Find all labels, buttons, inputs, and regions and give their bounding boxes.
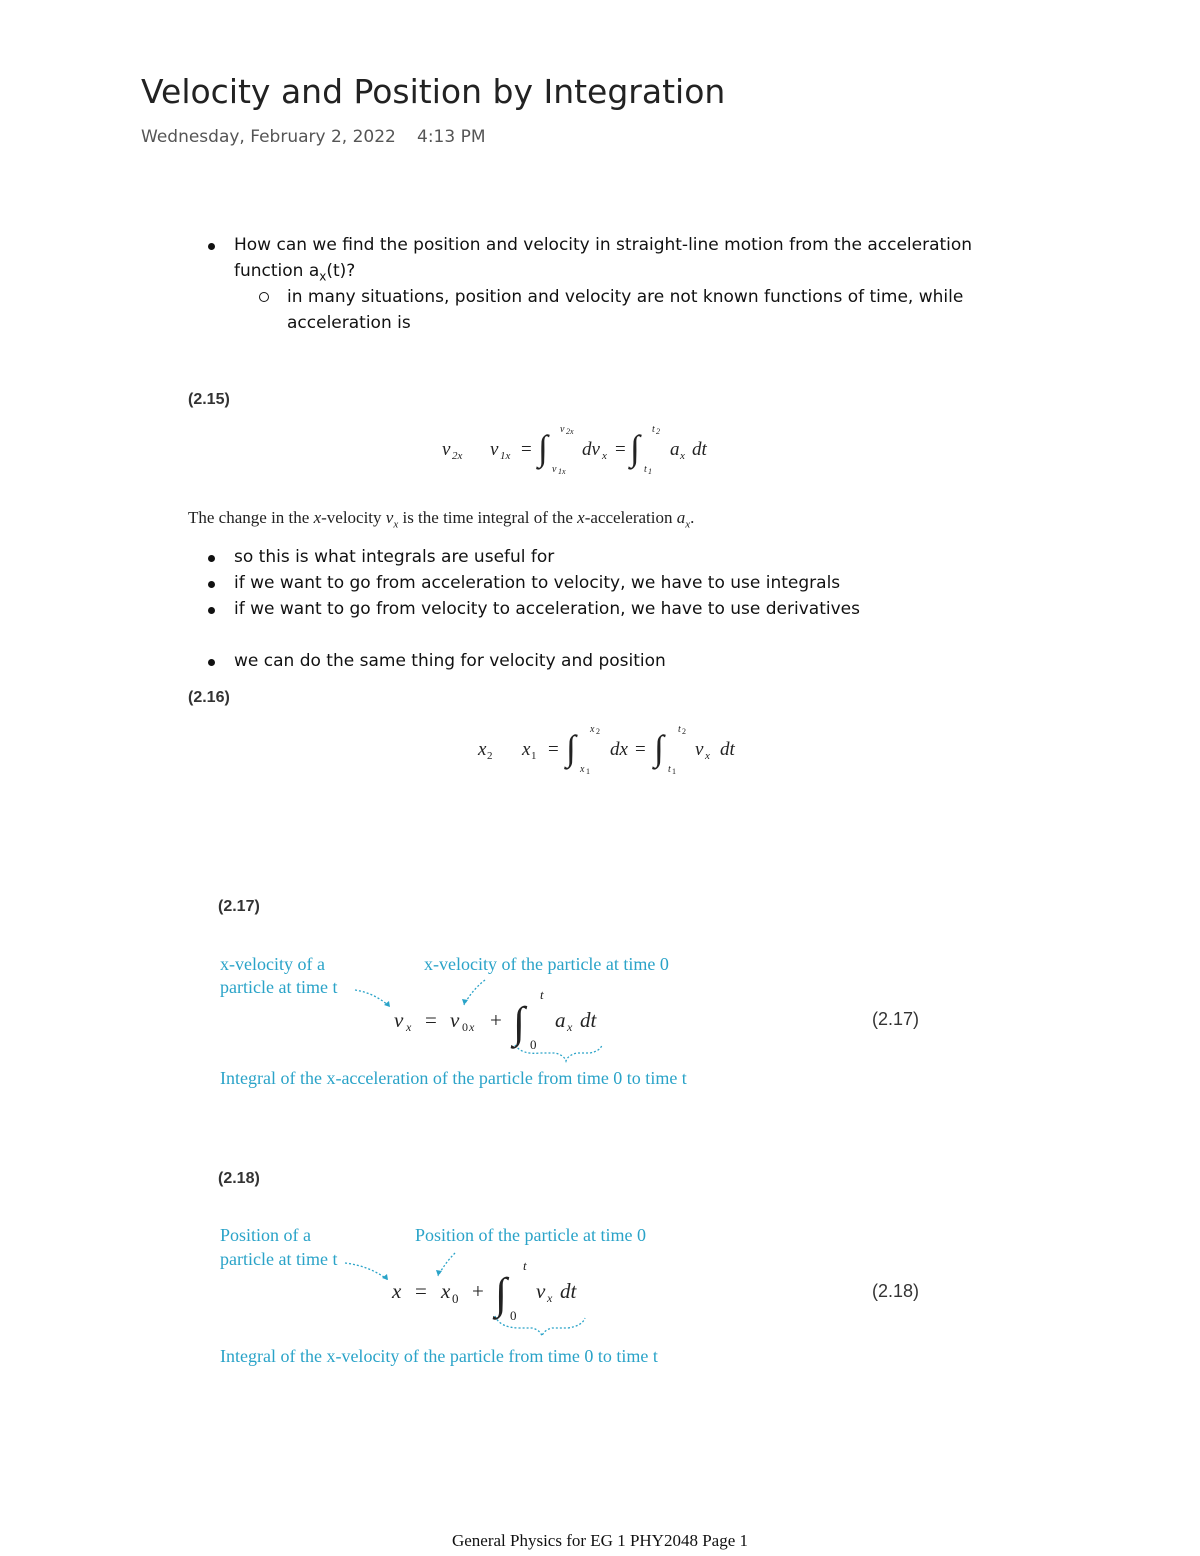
bullet-dot-icon bbox=[208, 659, 215, 666]
eq-2-16-label: (2.16) bbox=[188, 689, 230, 706]
svg-text:t: t bbox=[644, 464, 647, 475]
svg-text:x: x bbox=[567, 1020, 573, 1034]
svg-text:dx: dx bbox=[610, 739, 628, 760]
svg-text:x: x bbox=[469, 1020, 475, 1034]
svg-text:+: + bbox=[490, 1008, 502, 1032]
eq-2-17-number: (2.17) bbox=[872, 1009, 920, 1029]
svg-text:1: 1 bbox=[586, 767, 590, 776]
svg-text:1: 1 bbox=[648, 467, 652, 476]
svg-text:dt: dt bbox=[692, 439, 707, 460]
svg-text:dt: dt bbox=[560, 1279, 577, 1303]
svg-text:+: + bbox=[472, 1279, 484, 1303]
svg-text:0: 0 bbox=[510, 1308, 517, 1323]
eq-2-17-ann-left-2: particle at time t bbox=[220, 977, 338, 997]
svg-text:2: 2 bbox=[656, 427, 660, 436]
bullet-item: if we want to go from velocity to acceleration, we have to use derivatives bbox=[234, 599, 860, 619]
svg-text:=: = bbox=[425, 1008, 437, 1032]
intro-question-line1: How can we find the position and velocity in straight-line motion from the acceleration bbox=[234, 235, 973, 255]
intro-sub-line1: in many situations, position and velocity are not known functions of time, while bbox=[287, 287, 964, 307]
eq-2-17-ann-top: x-velocity of the particle at time 0 bbox=[424, 954, 669, 974]
bullet-item: we can do the same thing for velocity and position bbox=[234, 651, 666, 671]
svg-text:0: 0 bbox=[462, 1020, 468, 1034]
svg-text:∫: ∫ bbox=[630, 428, 640, 468]
svg-text:x: x bbox=[590, 724, 595, 735]
svg-text:∫: ∫ bbox=[538, 428, 548, 468]
svg-text:=: = bbox=[615, 439, 626, 460]
svg-text:x: x bbox=[392, 1279, 402, 1303]
page-title: Velocity and Position by Integration bbox=[141, 72, 726, 111]
svg-text:2: 2 bbox=[487, 750, 493, 762]
svg-text:t: t bbox=[652, 424, 655, 435]
bullet-dot-icon bbox=[208, 581, 215, 588]
svg-text:v: v bbox=[536, 1279, 546, 1303]
svg-text:x: x bbox=[441, 1279, 451, 1303]
eq-2-15-label: (2.15) bbox=[188, 391, 230, 408]
svg-text:t: t bbox=[540, 987, 544, 1002]
bullet-circle-icon bbox=[259, 292, 269, 302]
svg-text:x: x bbox=[580, 764, 585, 775]
bullet-item: so this is what integrals are useful for bbox=[234, 547, 555, 567]
equation-2-16 bbox=[470, 718, 770, 780]
svg-text:t: t bbox=[678, 724, 681, 735]
svg-text:dt: dt bbox=[580, 1008, 597, 1032]
eq-2-17-ann-left-1: x-velocity of a bbox=[220, 954, 325, 974]
svg-text:v: v bbox=[490, 439, 499, 460]
svg-text:∫: ∫ bbox=[566, 728, 576, 768]
svg-text:=: = bbox=[521, 439, 532, 460]
page-footer: General Physics for EG 1 PHY2048 Page 1 bbox=[451, 1531, 749, 1550]
svg-text:v: v bbox=[695, 739, 704, 760]
svg-text:∫: ∫ bbox=[513, 998, 526, 1047]
page-time: 4:13 PM bbox=[417, 127, 486, 147]
svg-text:2: 2 bbox=[682, 727, 686, 736]
svg-text:t: t bbox=[523, 1258, 527, 1273]
svg-text:v: v bbox=[394, 1008, 404, 1032]
svg-text:x: x bbox=[406, 1020, 412, 1034]
svg-text:v: v bbox=[450, 1008, 460, 1032]
svg-text:1x: 1x bbox=[500, 450, 511, 462]
svg-text:1x: 1x bbox=[558, 467, 566, 476]
equation-2-15 bbox=[430, 418, 730, 480]
page-date: Wednesday, February 2, 2022 bbox=[141, 127, 396, 147]
bullet-item: if we want to go from acceleration to velocity, we have to use integrals bbox=[234, 573, 841, 593]
svg-text:∫: ∫ bbox=[654, 728, 664, 768]
bullet-dot-icon bbox=[208, 243, 215, 250]
svg-text:2x: 2x bbox=[566, 427, 574, 436]
svg-text:0: 0 bbox=[452, 1291, 459, 1306]
bullet-dot-icon bbox=[208, 555, 215, 562]
svg-text:0: 0 bbox=[530, 1037, 537, 1052]
eq-2-17-label: (2.17) bbox=[218, 898, 260, 915]
eq-2-18-ann-bottom: Integral of the x-velocity of the particle from time 0 to time t bbox=[220, 1346, 658, 1366]
svg-text:x: x bbox=[522, 739, 531, 760]
svg-text:1: 1 bbox=[531, 750, 537, 762]
svg-text:x: x bbox=[478, 739, 487, 760]
svg-text:t: t bbox=[668, 764, 671, 775]
svg-text:dv: dv bbox=[582, 439, 600, 460]
svg-text:x: x bbox=[680, 450, 685, 462]
eq-2-18-label: (2.18) bbox=[218, 1170, 260, 1187]
svg-text:2: 2 bbox=[596, 727, 600, 736]
intro-sub-line2: acceleration is bbox=[287, 313, 411, 333]
svg-text:2x: 2x bbox=[452, 450, 463, 462]
eq-2-18-ann-top: Position of the particle at time 0 bbox=[415, 1225, 646, 1245]
svg-text:x: x bbox=[602, 450, 607, 462]
eq-2-18-ann-left-2: particle at time t bbox=[220, 1249, 338, 1269]
eq-2-15-caption: The change in the x-velocity $v_x$ is the time integral of the x-acceleration $a_x$. bbox=[188, 508, 695, 531]
svg-text:v: v bbox=[442, 439, 451, 460]
svg-text:=: = bbox=[548, 739, 559, 760]
svg-text:=: = bbox=[635, 739, 646, 760]
svg-text:a: a bbox=[555, 1008, 566, 1032]
svg-text:v: v bbox=[552, 464, 557, 475]
eq-2-18-number: (2.18) bbox=[872, 1281, 920, 1301]
svg-text:1: 1 bbox=[672, 767, 676, 776]
svg-text:x: x bbox=[705, 750, 710, 762]
svg-text:∫: ∫ bbox=[495, 1269, 508, 1318]
eq-2-18-ann-left-1: Position of a bbox=[220, 1225, 312, 1245]
svg-text:x: x bbox=[547, 1291, 553, 1305]
svg-text:a: a bbox=[670, 439, 680, 460]
equation-2-18 bbox=[340, 1248, 600, 1344]
eq-2-17-ann-bottom: Integral of the x-acceleration of the particle from time 0 to time t bbox=[220, 1068, 687, 1088]
bullet-dot-icon bbox=[208, 607, 215, 614]
equation-2-17 bbox=[350, 975, 620, 1065]
svg-text:=: = bbox=[415, 1279, 427, 1303]
svg-text:dt: dt bbox=[720, 739, 735, 760]
intro-question-line2: function $a_x(t)$? bbox=[234, 261, 356, 284]
svg-text:v: v bbox=[560, 424, 565, 435]
